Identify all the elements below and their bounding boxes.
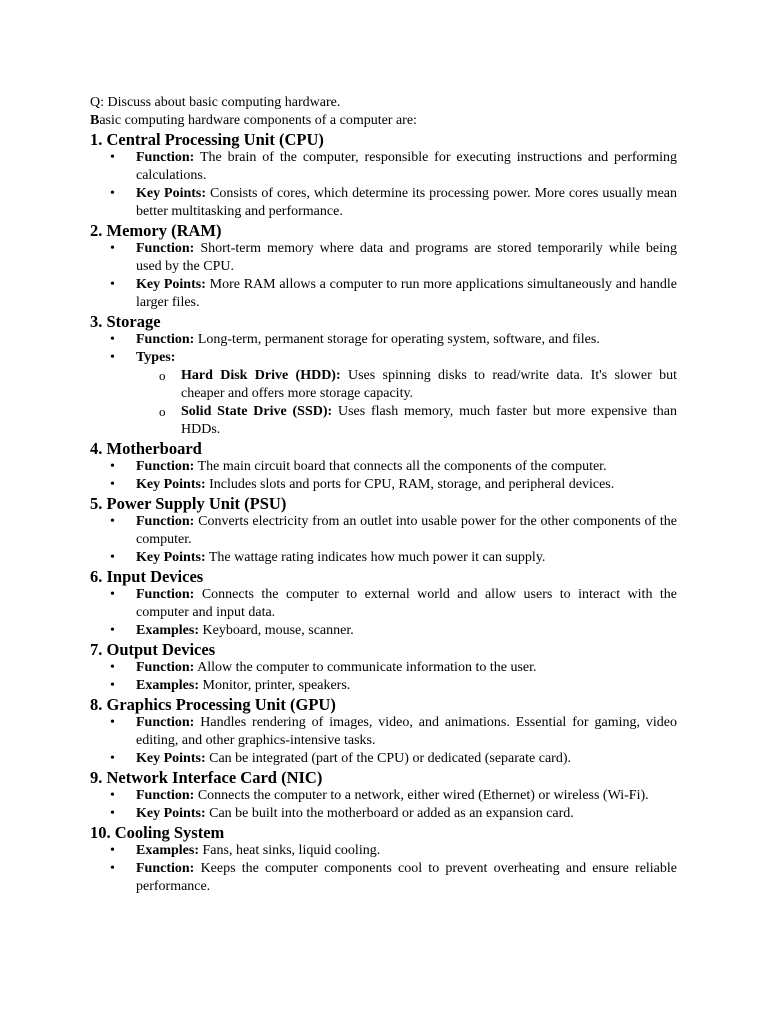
bullet-list [90,331,677,439]
bullet-item [136,331,677,349]
bullet-item [136,149,677,185]
sections-container [90,130,677,896]
bullet-label: Function: [136,150,195,165]
bullet-text: Long-term, permanent storage for operating system, software, and files. [197,332,600,347]
bullet-list [90,842,677,896]
section [90,312,677,439]
bullet-list [90,714,677,768]
section [90,221,677,312]
sub-list [136,367,677,439]
bullet-label: Key Points: [136,550,206,565]
bullet-item [136,714,677,750]
bullet-text: The main circuit board that connects all the components of the computer. [197,459,607,474]
bullet-list [90,513,677,567]
section-heading: 4. Motherboard [90,439,202,458]
intro-text: asic computing hardware components of a computer are: [99,113,417,128]
section-heading: 2. Memory (RAM) [90,221,222,240]
bullet-list [90,659,677,695]
bullet-item [136,549,677,567]
bullet-label: Key Points: [136,806,206,821]
bullet-item [136,805,677,823]
section-heading: 3. Storage [90,312,161,331]
bullet-label: Examples: [136,678,199,693]
bullet-label: Key Points: [136,751,206,766]
bullet-text: Keyboard, mouse, scanner. [202,623,354,638]
bullet-text: Includes slots and ports for CPU, RAM, storage, and peripheral devices. [209,477,615,492]
section [90,640,677,695]
section [90,494,677,567]
bullet-item [136,787,677,805]
section [90,567,677,640]
bullet-label: Key Points: [136,477,206,492]
bullet-text: Short-term memory where data and programs are stored temporarily while being used by the CPU. [136,241,677,274]
bullet-label: Function: [136,459,195,474]
bullet-item [136,349,677,439]
bullet-item [136,842,677,860]
bullet-text: Converts electricity from an outlet into usable power for the other components of the computer. [136,514,677,547]
bullet-label: Function: [136,861,195,876]
section-heading: 8. Graphics Processing Unit (GPU) [90,695,336,714]
bullet-item [136,622,677,640]
section [90,439,677,494]
bullet-label: Key Points: [136,186,207,201]
bullet-item [136,476,677,494]
bullet-item [136,185,677,221]
sub-text: Uses spinning disks to read/write data. It's slower but cheaper and offers more storage capacity. [181,368,677,401]
section [90,695,677,768]
section-heading: 6. Input Devices [90,567,204,586]
bullet-item [136,659,677,677]
sub-item [181,367,677,403]
bullet-list [90,240,677,312]
section [90,130,677,221]
bullet-item [136,750,677,768]
bullet-item [136,677,677,695]
bullet-label: Types: [136,350,176,365]
bullet-item [136,276,677,312]
section-heading: 1. Central Processing Unit (CPU) [90,130,324,149]
bullet-label: Function: [136,715,195,730]
bullet-text: Connects the computer to external world and allow users to interact with the computer and input data. [136,587,678,620]
bullet-item [136,586,677,622]
bullet-text: Can be integrated (part of the CPU) or dedicated (separate card). [209,751,572,766]
document-body [90,94,677,896]
bullet-label: Function: [136,514,195,529]
bullet-text: Can be built into the motherboard or added as an expansion card. [209,806,574,821]
bullet-text: Monitor, printer, speakers. [202,678,351,693]
bullet-text: The brain of the computer, responsible for executing instructions and performing calculations. [136,150,678,183]
bullet-text: Allow the computer to communicate information to the user. [197,660,537,675]
sub-item [181,403,677,439]
section-heading: 9. Network Interface Card (NIC) [90,768,323,787]
bullet-list [90,458,677,494]
bullet-text: Handles rendering of images, video, and animations. Essential for gaming, video editing, and other graphics-intensive tasks. [136,715,677,748]
bullet-label: Function: [136,788,195,803]
bullet-label: Function: [136,241,195,256]
bullet-label: Key Points: [136,277,206,292]
section-heading: 10. Cooling System [90,823,225,842]
bullet-item [136,240,677,276]
section [90,823,677,896]
bullet-label: Function: [136,660,195,675]
bullet-label: Function: [136,332,195,347]
bullet-list [90,787,677,823]
sub-label: Hard Disk Drive (HDD): [181,368,341,383]
bullet-item [136,860,677,896]
bullet-text: Fans, heat sinks, liquid cooling. [202,843,381,858]
bullet-list [90,586,677,640]
bullet-text: Keeps the computer components cool to prevent overheating and ensure reliable performance. [136,861,678,894]
bullet-label: Examples: [136,843,199,858]
intro-first-letter: B [90,113,100,128]
bullet-list [90,149,677,221]
section-heading: 5. Power Supply Unit (PSU) [90,494,287,513]
intro-line [90,112,677,130]
section [90,768,677,823]
bullet-item [136,458,677,476]
bullet-label: Examples: [136,623,199,638]
sub-text: Uses flash memory, much faster but more expensive than HDDs. [181,404,677,437]
section-heading: 7. Output Devices [90,640,216,659]
bullet-text: Connects the computer to a network, either wired (Ethernet) or wireless (Wi-Fi). [197,788,649,803]
sub-label: Solid State Drive (SSD): [181,404,333,419]
bullet-text: More RAM allows a computer to run more applications simultaneously and handle larger files. [136,277,678,310]
bullet-label: Function: [136,587,195,602]
bullet-text: Consists of cores, which determine its processing power. More cores usually mean better multitasking and performance. [136,186,678,219]
bullet-item [136,513,677,549]
bullet-text: The wattage rating indicates how much power it can supply. [208,550,546,565]
question-line: Q: Discuss about basic computing hardware. [90,95,341,110]
